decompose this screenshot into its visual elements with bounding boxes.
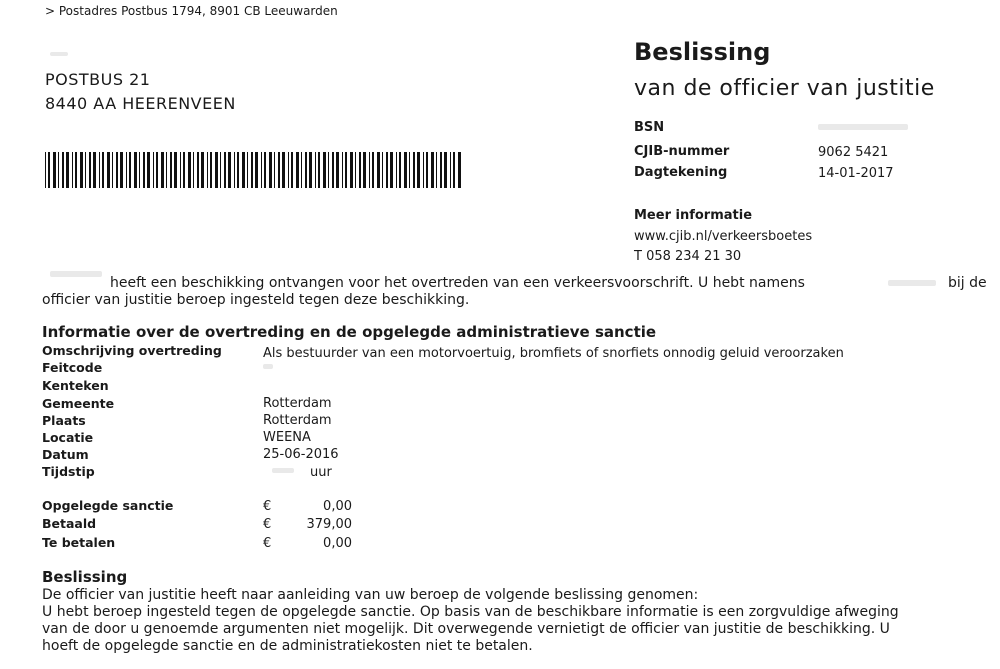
redacted-representative	[888, 280, 936, 286]
row-label-description: Omschrijving overtreding	[42, 343, 222, 358]
document-title: Beslissing	[634, 38, 771, 66]
row-label-locatie: Locatie	[42, 430, 94, 445]
decision-line3: van de door u genoemde argumenten niet mogelijk. Dit overwegende vernietigt de officier van justitie de beschikking. U	[42, 621, 890, 637]
recipient-address-line1: POSTBUS 21	[45, 70, 151, 89]
amount-label-paid: Betaald	[42, 516, 97, 531]
decision-line2: U hebt beroep ingesteld tegen de opgelegde sanctie. Op basis van de beschikbare informatie is een zorgvuldige afweging	[42, 604, 899, 620]
postal-barcode	[45, 152, 463, 188]
row-label-plaats: Plaats	[42, 413, 86, 428]
amount-value-due: 0,00	[323, 536, 352, 551]
row-value-locatie: WEENA	[263, 430, 311, 445]
row-label-datum: Datum	[42, 447, 89, 462]
amount-currency-due: €	[263, 536, 272, 551]
redacted-time	[272, 468, 294, 473]
bsn-label: BSN	[634, 120, 665, 135]
more-info-label: Meer informatie	[634, 208, 753, 223]
date-value: 14-01-2017	[818, 166, 894, 181]
date-label: Dagtekening	[634, 165, 728, 180]
redacted-recipient-name	[50, 52, 68, 56]
website-link[interactable]: www.cjib.nl/verkeersboetes	[634, 229, 813, 244]
intro-line1: heeft een beschikking ontvangen voor het overtreden van een verkeersvoorschrift. U hebt namens	[110, 275, 805, 291]
amount-currency-paid: €	[263, 517, 272, 532]
amount-currency-sanction: €	[263, 499, 272, 514]
row-value-plaats: Rotterdam	[263, 413, 332, 428]
row-value-tijdstip: uur	[310, 465, 332, 480]
amount-value-sanction: 0,00	[323, 499, 352, 514]
amount-label-due: Te betalen	[42, 535, 116, 550]
intro-line2: officier van justitie beroep ingesteld tegen deze beschikking.	[42, 292, 470, 308]
document-subtitle: van de officier van justitie	[634, 76, 935, 101]
redacted-name	[50, 271, 102, 277]
row-label-gemeente: Gemeente	[42, 396, 115, 411]
decision-line4: hoeft de opgelegde sanctie en de administratiekosten niet te betalen.	[42, 638, 533, 654]
row-value-description: Als bestuurder van een motorvoertuig, bromfiets of snorfiets onnodig geluid veroorzaken	[263, 346, 844, 361]
row-value-datum: 25-06-2016	[263, 447, 339, 462]
row-value-gemeente: Rotterdam	[263, 396, 332, 411]
recipient-address-line2: 8440 AA HEERENVEEN	[45, 94, 236, 113]
phone-number: T 058 234 21 30	[634, 249, 742, 264]
redacted-feitcode	[263, 364, 273, 369]
cjib-number-value: 9062 5421	[818, 145, 889, 160]
cjib-number-label: CJIB-nummer	[634, 144, 730, 159]
amount-label-sanction: Opgelegde sanctie	[42, 498, 174, 513]
row-label-kenteken: Kenteken	[42, 378, 109, 393]
row-label-feitcode: Feitcode	[42, 360, 103, 375]
redacted-bsn-value	[818, 124, 908, 130]
intro-line1-end: bij de	[948, 275, 987, 291]
decision-heading: Beslissing	[42, 568, 128, 586]
amount-value-paid: 379,00	[306, 517, 352, 532]
decision-line1: De officier van justitie heeft naar aanleiding van uw beroep de volgende beslissing genomen:	[42, 587, 699, 603]
row-label-tijdstip: Tijdstip	[42, 464, 95, 479]
violation-section-heading: Informatie over de overtreding en de opgelegde administratieve sanctie	[42, 323, 657, 341]
sender-address-line: > Postadres Postbus 1794, 8901 CB Leeuwarden	[45, 4, 338, 18]
